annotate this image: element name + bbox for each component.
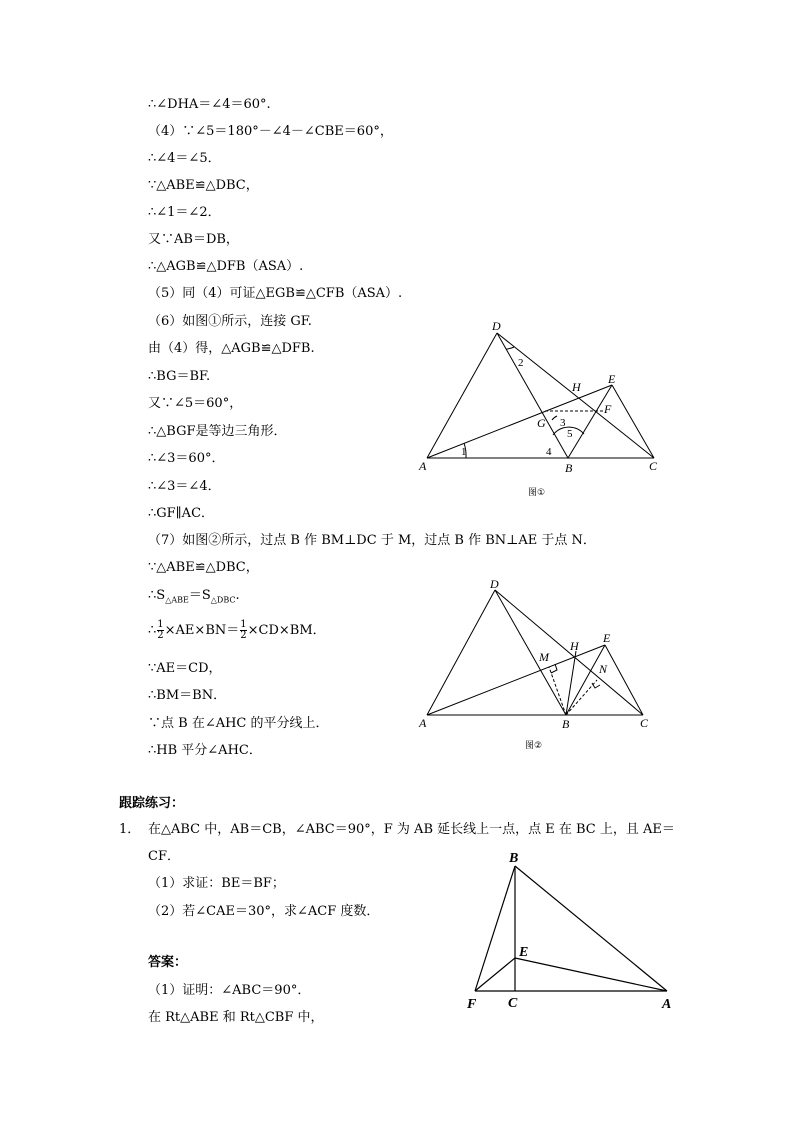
point-B: B bbox=[509, 851, 519, 866]
line-EA bbox=[515, 958, 667, 991]
point-A: A bbox=[662, 997, 672, 1012]
point-M: M bbox=[539, 650, 549, 664]
point-D: D bbox=[490, 577, 499, 591]
proof-line: （4）∵∠5＝180°－∠4－∠CBE＝60°， bbox=[148, 124, 393, 139]
area-mid: ＝S bbox=[188, 588, 211, 603]
proof-line: ∴△BGF是等边三角形． bbox=[148, 424, 287, 439]
proof-line: ∴∠4＝∠5． bbox=[148, 151, 221, 166]
point-C: C bbox=[508, 996, 518, 1011]
proof-line: 由（4）得，△AGB≌△DFB. bbox=[148, 341, 315, 356]
point-E: E bbox=[608, 372, 616, 386]
point-H: H bbox=[572, 380, 581, 394]
proof-line: ∴∠DHA＝∠4＝60°. bbox=[148, 97, 271, 112]
answer-heading: 答案： bbox=[148, 955, 188, 970]
point-D: D bbox=[492, 319, 501, 333]
point-E: E bbox=[519, 945, 529, 960]
proof-line: 又∵AB＝DB， bbox=[148, 232, 239, 247]
point-C: C bbox=[649, 459, 658, 473]
line-BA bbox=[515, 866, 667, 991]
proof-line: ∴HB 平分∠AHC． bbox=[148, 743, 262, 758]
proof-line: ∴∠1＝∠2． bbox=[148, 205, 221, 220]
question-1: （1）求证：BE＝BF； bbox=[148, 876, 285, 891]
area-sub2: △DBC bbox=[210, 595, 236, 605]
fraction-half: $\frac{1}{2}$ bbox=[157, 619, 164, 641]
proof-line: ∴∠3＝∠4． bbox=[148, 479, 221, 494]
problem-text-cont: CF． bbox=[148, 849, 180, 864]
line-BF bbox=[475, 866, 515, 991]
point-A: A bbox=[419, 459, 427, 473]
angle-1-label: 1 bbox=[461, 446, 467, 458]
proof-line: （7）如图②所示，过点 B 作 BM⊥DC 于 M，过点 B 作 BN⊥AE 于点 N． bbox=[148, 533, 596, 548]
figure-1-caption: 图① bbox=[528, 488, 546, 498]
proof-line: ∵AE＝CD， bbox=[148, 661, 222, 676]
proof-line: ∴△AGB≌△DFB（ASA）. bbox=[148, 259, 304, 274]
proof-line: ∵△ABE≌△DBC， bbox=[148, 178, 259, 193]
section-heading: 跟踪练习： bbox=[119, 796, 185, 811]
problem-text: 在△ABC 中，AB＝CB，∠ABC＝90°，F 为 AB 延长线上一点，点 E 在 BC 上，且 AE＝ bbox=[148, 822, 675, 837]
point-E: E bbox=[603, 631, 611, 645]
line-FE bbox=[475, 958, 515, 991]
area-prefix: ∴S bbox=[148, 588, 166, 603]
frac-mid1: ×AE×BN＝ bbox=[164, 623, 240, 638]
area-sub1: △ABE bbox=[165, 595, 189, 605]
figure-2-caption: 图② bbox=[525, 741, 543, 751]
problem-number: 1． bbox=[119, 822, 141, 837]
point-A: A bbox=[419, 716, 427, 730]
proof-line: ∵点 B 在∠AHC 的平分线上． bbox=[148, 716, 329, 731]
proof-line: （5）同（4）可证△EGB≌△CFB（ASA）. bbox=[148, 286, 403, 301]
point-G: G bbox=[537, 416, 546, 430]
point-B: B bbox=[565, 461, 573, 475]
point-H: H bbox=[570, 639, 579, 653]
proof-line: ∴GF∥AC． bbox=[148, 506, 215, 521]
proof-line: 又∵∠5＝60°， bbox=[148, 396, 243, 411]
answer-line: 在 Rt△ABE 和 Rt△CBF 中， bbox=[148, 1010, 324, 1025]
proof-line: ∴BG＝BF. bbox=[148, 369, 211, 384]
proof-line: ∴∠3＝60°． bbox=[148, 451, 225, 466]
point-F: F bbox=[467, 997, 477, 1012]
frac-prefix: ∴ bbox=[148, 623, 157, 638]
proof-line: （6）如图①所示，连接 GF. bbox=[148, 314, 312, 329]
point-C: C bbox=[640, 716, 649, 730]
proof-line: ∴BM＝BN． bbox=[148, 688, 227, 703]
fraction-half: $\frac{1}{2}$ bbox=[240, 619, 247, 641]
angle-2-label: 2 bbox=[518, 357, 524, 369]
question-2: （2）若∠CAE＝30°，求∠ACF 度数． bbox=[148, 904, 380, 919]
angle-4-label: 4 bbox=[546, 446, 552, 458]
frac-mid2: ×CD×BM． bbox=[247, 623, 326, 638]
answer-line: （1）证明：∠ABC＝90°． bbox=[148, 983, 311, 998]
proof-line: ∵△ABE≌△DBC， bbox=[148, 560, 259, 575]
point-F: F bbox=[604, 402, 612, 416]
angle-3-label: 3 bbox=[560, 417, 566, 429]
area-suffix: . bbox=[235, 588, 240, 603]
point-B: B bbox=[562, 717, 570, 731]
angle-5-label: 5 bbox=[567, 428, 573, 440]
point-N: N bbox=[599, 662, 608, 676]
